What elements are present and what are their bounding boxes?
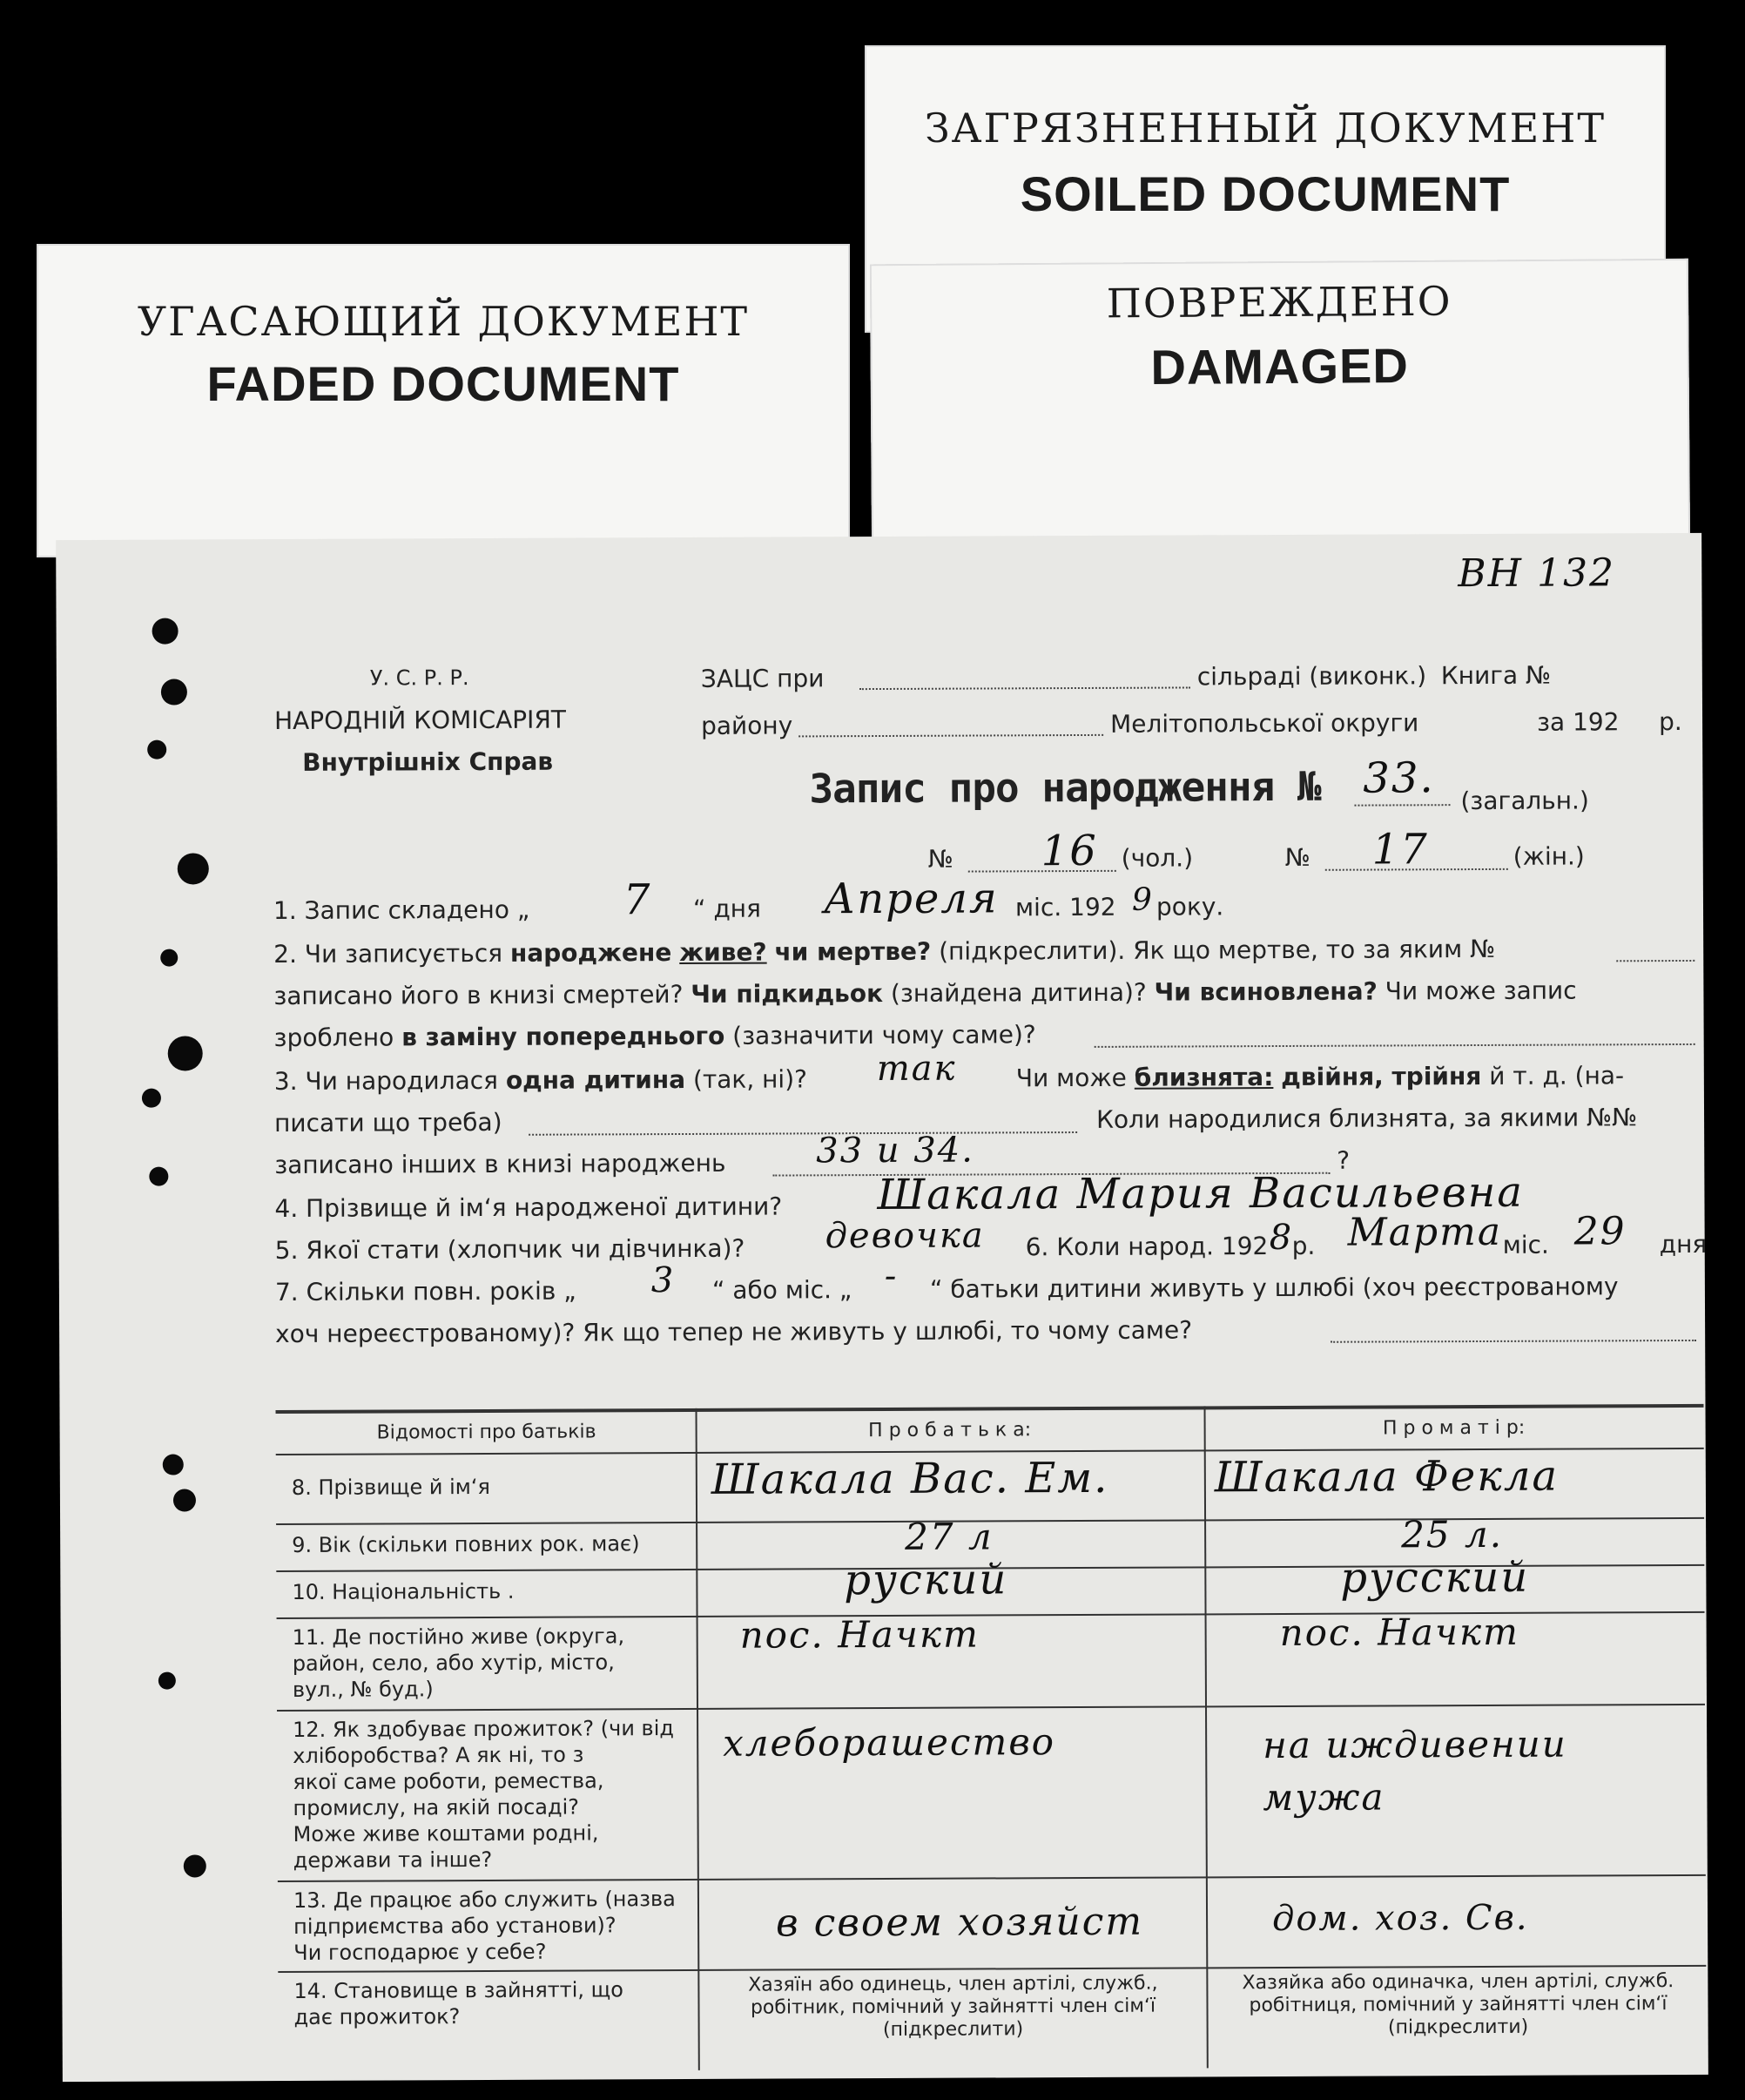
q1-dnia: “ дня — [692, 894, 761, 923]
q7-label-b: “ або міс. „ — [711, 1275, 852, 1305]
row14-label: 14. Становище в зайнятті, що дає прожиток? — [293, 1977, 623, 2029]
q6-mis: міс. — [1502, 1230, 1549, 1259]
q2-line1 — [273, 935, 1495, 969]
soiled-en-label: SOILED DOCUMENT — [1020, 166, 1511, 221]
blank-line — [1354, 804, 1450, 806]
header-silradi: сільраді (виконк.) — [1196, 661, 1427, 692]
q1-day: 7 — [623, 875, 652, 925]
q2-l3a: зроблено — [273, 1023, 394, 1053]
row10-label: 10. Національність . — [292, 1578, 515, 1604]
punch-hole — [178, 853, 209, 884]
q1-year: 9 — [1131, 881, 1154, 918]
q6-dnia: дня — [1659, 1229, 1708, 1259]
q7-label-c: “ батьки дитини живуть у шлюбі (хоч реєстрованому — [929, 1272, 1619, 1304]
blank-line — [859, 686, 1190, 690]
q3-twins-numbers: 33 и 34. — [816, 1130, 975, 1172]
q3-line1a — [274, 1064, 807, 1096]
punch-hole — [173, 1489, 196, 1511]
q4-label: 4. Прізвище й ім‘я народженої дитини? — [274, 1192, 783, 1224]
header-ussr: У. С. Р. Р. — [369, 665, 469, 691]
row11-label: 11. Де постійно живе (округа, район, село, або хутір, місто, вул., № буд.) — [292, 1624, 625, 1702]
q6-label: 6. Коли народ. 192 — [1025, 1232, 1269, 1262]
header-zats: ЗАЦС при — [700, 664, 825, 693]
q1-mis: міс. 192 — [1014, 892, 1116, 922]
female-number-sign: № — [1284, 842, 1310, 872]
table-header-parents: Відомості про батьків — [376, 1421, 596, 1444]
q3-answer: так — [876, 1048, 957, 1090]
general-label: (загальн.) — [1460, 786, 1589, 816]
q3-l1c: (так, ні)? — [692, 1064, 808, 1094]
record-title: Запис про народження № — [809, 762, 1321, 813]
male-number-sign: № — [927, 844, 953, 874]
row-border — [278, 1874, 1706, 1882]
record-number-general: 33. — [1363, 753, 1435, 803]
marriage-years: 3 — [650, 1260, 676, 1301]
father-workplace: в своем хозяйст — [775, 1899, 1144, 1946]
q3-l3b: ? — [1337, 1145, 1351, 1175]
record-number-male: 16 — [1041, 826, 1098, 876]
q3-l1f: двійня, трійня — [1281, 1061, 1482, 1091]
header-internal-affairs: Внутрішніх Справ — [302, 746, 554, 777]
father-residence: пос. Начкт — [739, 1612, 980, 1657]
punch-hole — [163, 1455, 184, 1475]
blank-line — [1616, 960, 1694, 962]
soiled-ru-label: ЗАГРЯЗНЕННЫЙ ДОКУМЕНТ — [924, 105, 1607, 152]
blank-line — [1331, 1340, 1696, 1343]
mother-nationality: русский — [1340, 1552, 1530, 1603]
q2-l2d: Чи всиновлена? — [1154, 976, 1378, 1007]
damaged-document-card — [870, 259, 1690, 561]
punch-hole — [168, 1036, 203, 1070]
birth-year-digit: 8 — [1269, 1217, 1294, 1259]
faded-en-label: FADED DOCUMENT — [206, 356, 680, 411]
mother-name: Шакала Фекла — [1214, 1451, 1560, 1502]
male-label: (чол.) — [1121, 843, 1194, 873]
table-top-border — [276, 1404, 1704, 1414]
blank-line — [798, 734, 1103, 738]
mother-occupation: на иждивении мужа — [1263, 1722, 1567, 1820]
punch-hole — [160, 949, 178, 967]
q7-label-a: 7. Скільки повн. років „ — [274, 1276, 576, 1307]
q3-l3a: записано інших в книзі народжень — [274, 1148, 726, 1180]
damaged-ru-label: ПОВРЕЖДЕНО — [1106, 277, 1452, 327]
damaged-en-label: DAMAGED — [1150, 337, 1410, 395]
q3-l2b: Коли народилися близнята, за якими №№ — [1095, 1103, 1638, 1134]
q2-l1c: живе? — [679, 937, 767, 968]
header-za-year: за 192 — [1537, 707, 1620, 737]
father-employment-status: Хазяїн або одинець, член артілі, служб., робітник, помічний у зайнятті член сім‘ї (підкреслити) — [748, 1972, 1158, 2042]
punch-hole — [147, 740, 166, 760]
row12-label: 12. Як здобуває прожиток? (чи від хліборобства? А як ні, то з якої саме роботи, ремества, промислу, на якій посаді? Може живе коштами родні, держави та інше? — [293, 1716, 674, 1873]
q7-line2: хоч нереєстрованому)? Як що тепер не живуть у шлюбі, то чому саме? — [275, 1315, 1193, 1349]
q2-l3c: (зазначити чому саме)? — [732, 1020, 1036, 1050]
row9-label: 9. Вік (скільки повних рок. має) — [292, 1531, 640, 1557]
q2-l1a: 2. Чи записується — [273, 938, 503, 969]
table-header-father: П р о б а т ь к а: — [868, 1419, 1032, 1442]
q6-r: р. — [1291, 1231, 1316, 1260]
q2-l1b: народжене — [509, 938, 672, 968]
q3-l1b: одна дитина — [505, 1064, 686, 1095]
birth-day: 29 — [1573, 1209, 1627, 1254]
row-border — [277, 1704, 1705, 1712]
punch-hole — [152, 618, 179, 645]
q3-l1g: й т. д. (на- — [1489, 1061, 1625, 1091]
mother-residence: пос. Начкт — [1279, 1610, 1520, 1655]
blank-line — [1095, 1043, 1695, 1048]
punch-hole — [161, 679, 187, 705]
q3-l1a: 3. Чи народилася — [273, 1065, 499, 1097]
blank-line — [529, 1131, 1077, 1136]
female-label: (жін.) — [1513, 841, 1585, 871]
q5-label: 5. Якої стати (хлопчик чи дівчинка)? — [274, 1233, 745, 1266]
record-number-female: 17 — [1371, 825, 1429, 874]
q2-line3 — [274, 1020, 1036, 1052]
q2-l1e: (підкреслити). Як що мертве, то за яким № — [939, 934, 1496, 966]
mother-workplace: дом. хоз. Св. — [1271, 1897, 1529, 1940]
q2-l2a: записано його в книзі смертей? — [273, 979, 684, 1011]
row8-label: 8. Прізвище й ім‘я — [291, 1474, 491, 1500]
q2-l2c: (знайдена дитина)? — [890, 977, 1147, 1008]
father-name: Шакала Вас. Ем. — [711, 1453, 1109, 1504]
punch-hole — [184, 1854, 206, 1877]
father-occupation: хлеборашество — [723, 1720, 1056, 1765]
header-knyha: Книга № — [1440, 660, 1552, 691]
q1-roku: року. — [1155, 892, 1224, 922]
father-age: 27 л — [905, 1515, 994, 1558]
archive-corner-mark: BH 132 — [1458, 550, 1616, 597]
q3-l1d: Чи може — [1015, 1063, 1127, 1093]
q2-l2e: Чи може запис — [1385, 976, 1577, 1006]
header-okruhy: Мелітопольської округи — [1110, 708, 1419, 739]
father-nationality: руский — [844, 1555, 1008, 1605]
header-r: р. — [1659, 706, 1682, 737]
child-name: Шакала Мария Васильевна — [877, 1167, 1525, 1220]
q2-line2 — [273, 976, 1576, 1011]
q3-l2a: писати що треба) — [273, 1107, 502, 1138]
q3-l1e: близнята: — [1134, 1063, 1274, 1092]
q1-month: Апреля — [823, 874, 999, 924]
header-commissariat: НАРОДНІЙ КОМІСАРІЯТ — [273, 705, 567, 736]
q3-line1b — [1016, 1061, 1624, 1092]
q1-label: 1. Запис складено „ — [273, 895, 530, 926]
birth-record-form — [56, 533, 1708, 2082]
mother-employment-status: Хазяйка або одиначка, член артілі, служб. робітниця, помічний у зайнятті член сім‘ї (підкреслити) — [1242, 1970, 1674, 2039]
faded-document-card — [37, 244, 850, 557]
punch-hole — [149, 1167, 168, 1186]
q2-l1d: чи мертве? — [774, 936, 932, 967]
birth-month: Марта — [1347, 1209, 1503, 1255]
mother-age: 25 л. — [1401, 1512, 1504, 1556]
q2-l3b: в заміну попереднього — [401, 1021, 725, 1052]
header-raionu: району — [701, 711, 793, 740]
punch-hole — [142, 1089, 161, 1108]
child-sex: девочка — [825, 1215, 985, 1257]
q2-l2b: Чи підкидьок — [691, 978, 884, 1009]
table-header-mother: П р о м а т і р: — [1382, 1416, 1526, 1440]
punch-hole — [158, 1672, 176, 1690]
marriage-months: - — [884, 1255, 899, 1296]
faded-ru-label: УГАСАЮЩИЙ ДОКУМЕНТ — [137, 298, 750, 345]
row13-label: 13. Де працює або служить (назва підприємства або установи)? Чи господарює у себе? — [293, 1887, 676, 1965]
